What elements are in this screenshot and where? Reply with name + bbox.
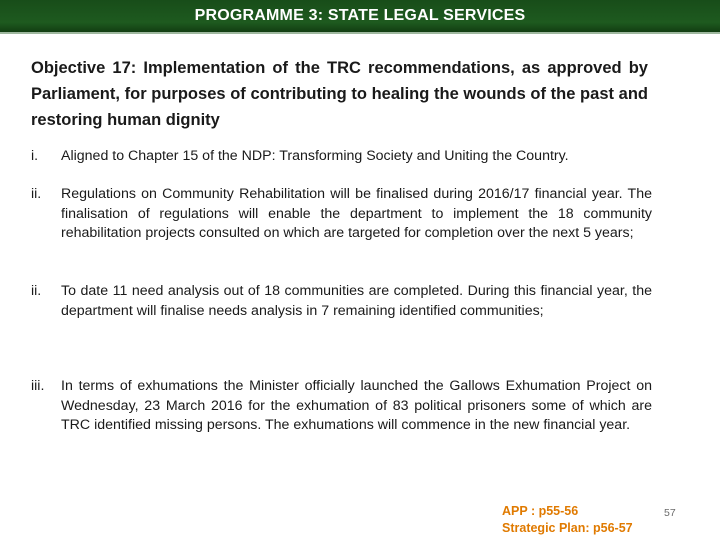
list-item: [31, 282, 652, 321]
list-item: [31, 377, 652, 436]
list-item: [31, 147, 652, 167]
document-references: [502, 503, 633, 537]
list-item-number: iii.: [31, 378, 45, 394]
strategic-plan-reference: Strategic Plan: p56-57: [502, 521, 633, 535]
list-item-number: ii.: [31, 186, 42, 202]
list-item-number: i.: [31, 148, 39, 164]
app-reference: APP : p55-56: [502, 504, 579, 518]
list-item-number: ii.: [31, 283, 42, 299]
list-item: [31, 185, 652, 244]
page-number: 57: [664, 507, 676, 519]
list-item-text: To date 11 need analysis out of 18 communities are completed. During this financial year, the department will finalise needs analysis in 7 remaining identified communities;: [61, 283, 652, 319]
list-item-text: Regulations on Community Rehabilitation will be finalised during 2016/17 financial year. The finalisation of regulations will enable the department to implement the 18 community rehabilitation projects consulted on which are targeted for completion over the next 5 years;: [61, 186, 652, 241]
list-item-text: Aligned to Chapter 15 of the NDP: Transforming Society and Uniting the Country.: [61, 148, 569, 164]
page-title: PROGRAMME 3: STATE LEGAL SERVICES: [194, 7, 526, 24]
objective-heading: Objective 17: Implementation of the TRC recommendations, as approved by Parliament, for purposes of contributing to healing the wounds of the past and restoring human dignity: [31, 59, 648, 129]
title-bar: [0, 0, 720, 34]
list-item-text: In terms of exhumations the Minister officially launched the Gallows Exhumation Project on Wednesday, 23 March 2016 for the exhumation of 83 political prisoners some of which are TRC identified missing persons. The exhumations will commence in the new financial year.: [61, 378, 652, 433]
